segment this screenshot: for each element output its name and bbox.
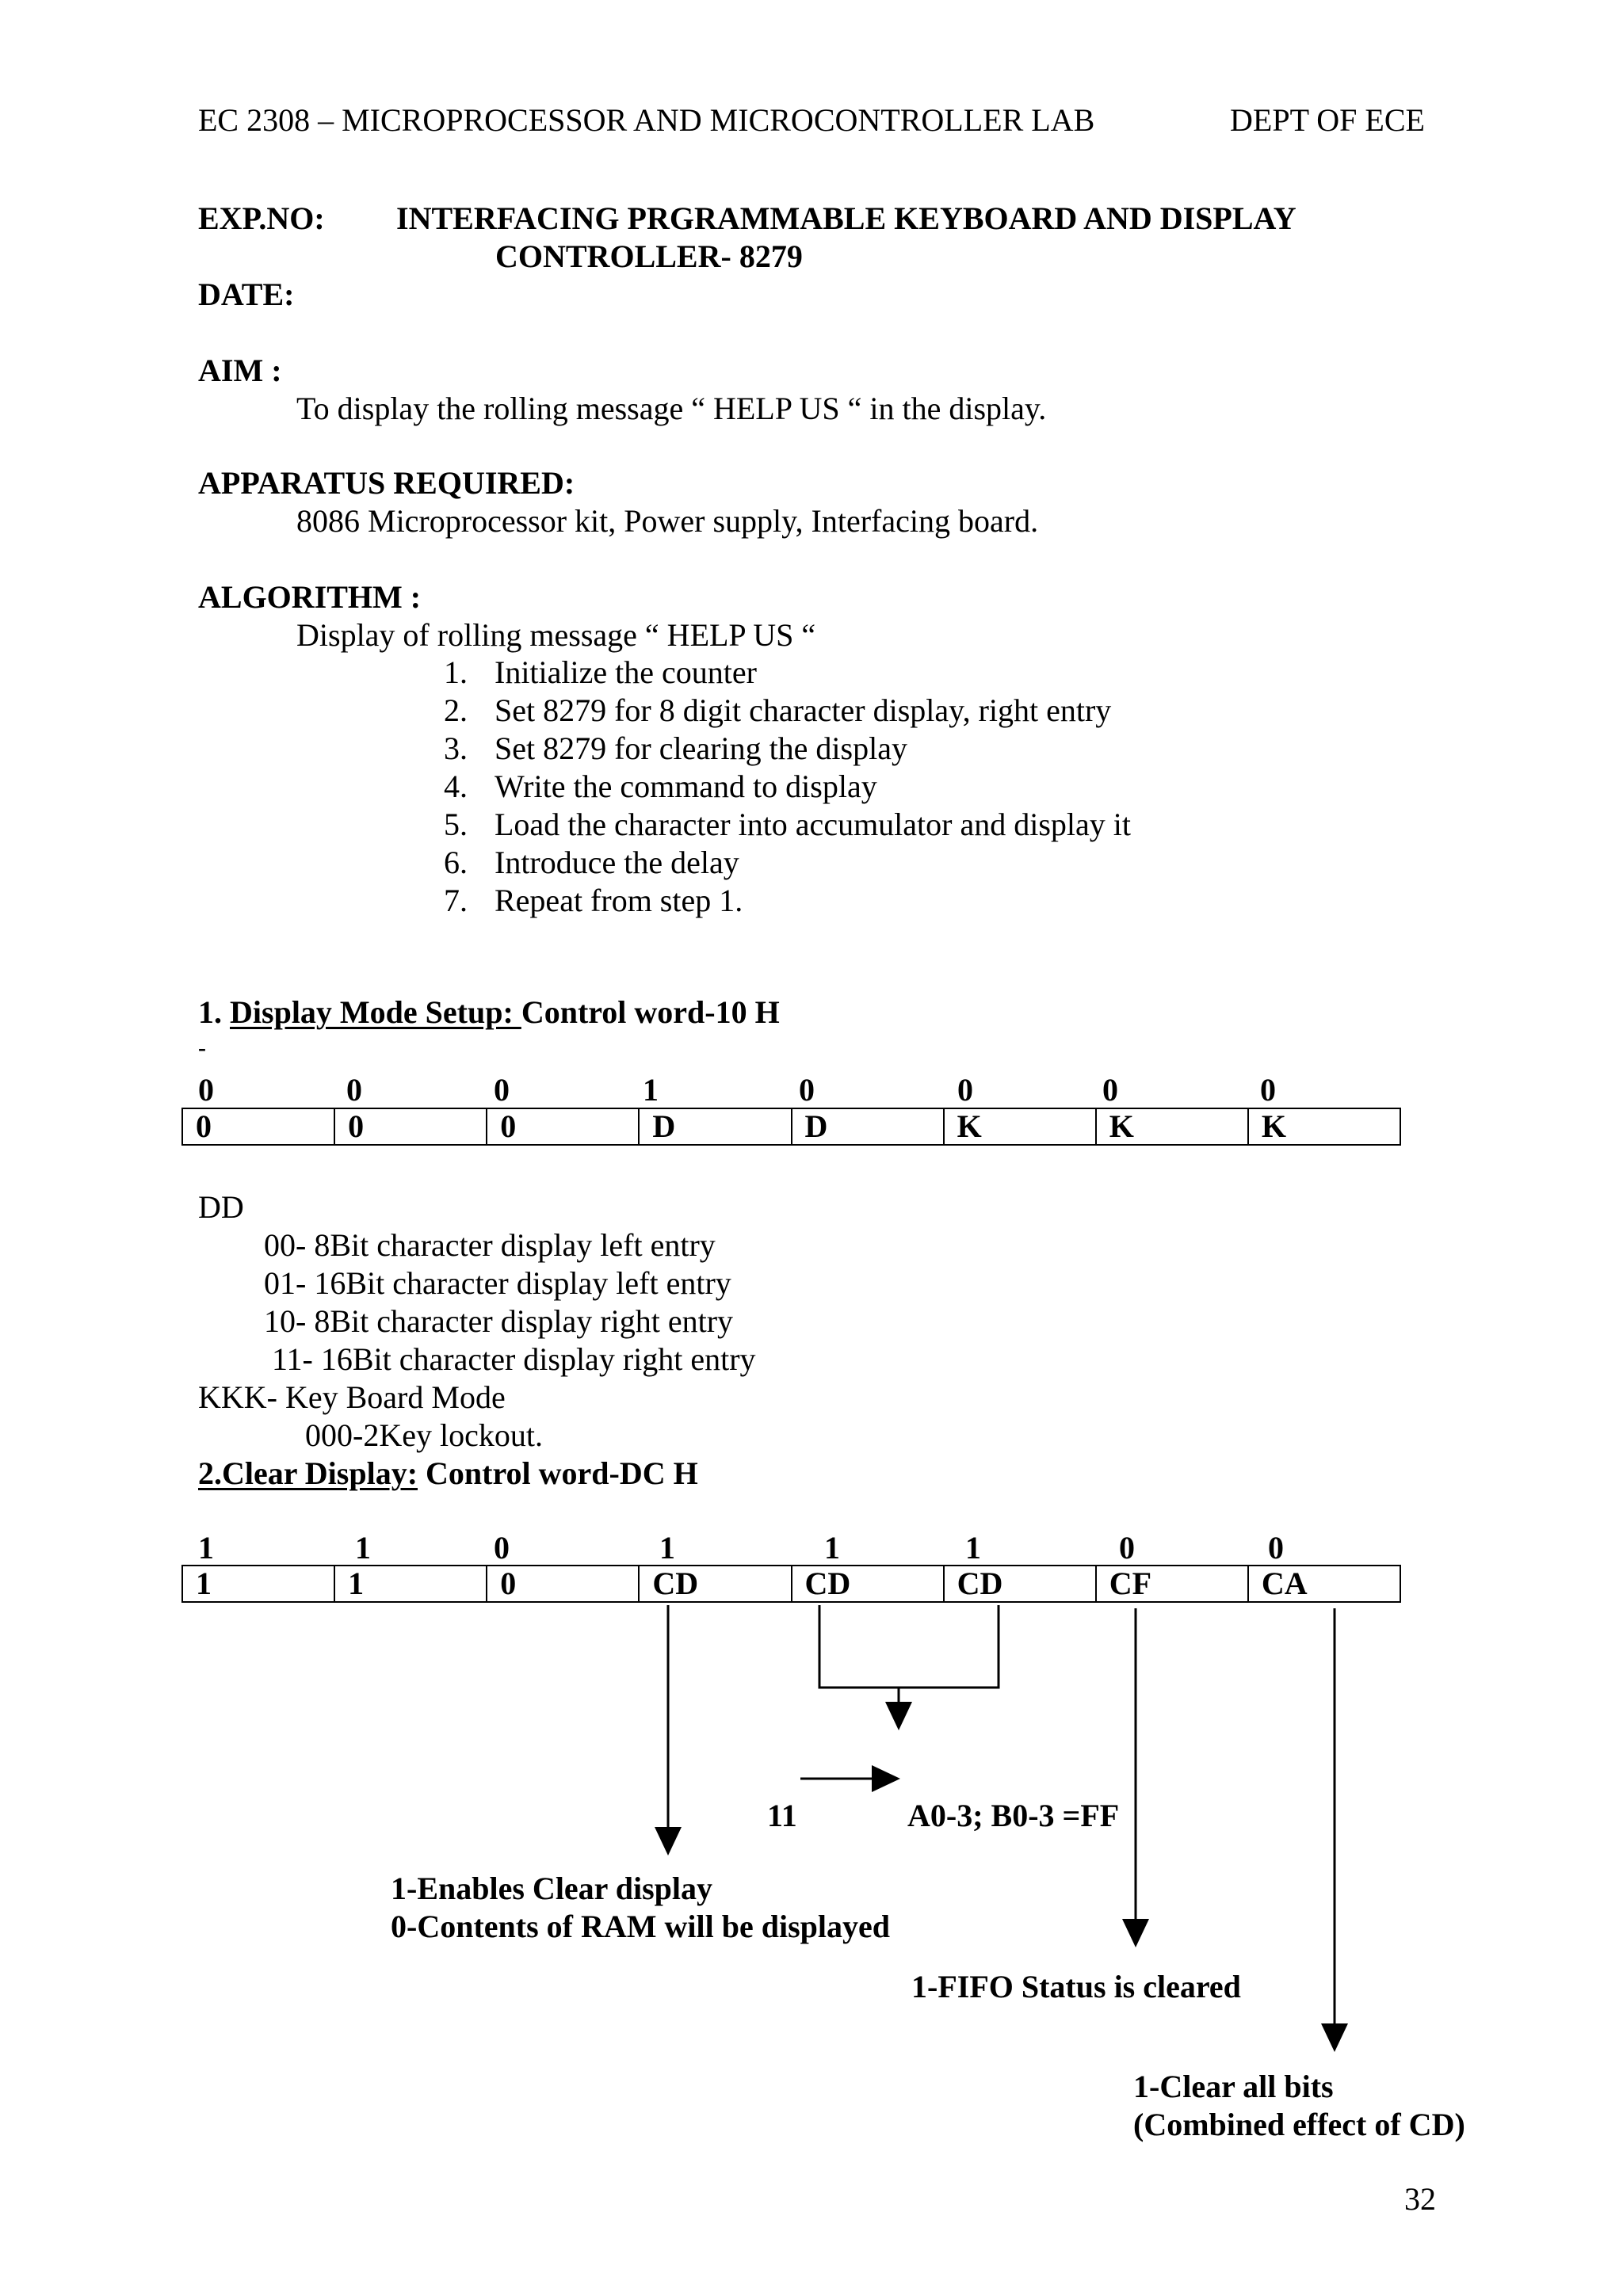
arrow-head-icon [1321,2023,1348,2052]
cd-note-code: 11 [767,1798,797,1833]
header-dept: DEPT OF ECE [1230,102,1425,138]
table-cell: K [944,1108,1096,1145]
table-cell: 0 [487,1108,639,1145]
bit-value: 0 [494,1530,510,1566]
ca-desc-2: (Combined effect of CD) [1133,2107,1465,2142]
bit-value: 1 [355,1530,371,1566]
dd-option: 11- 16Bit character display right entry [272,1341,756,1377]
kkk-option: 000-2Key lockout. [305,1417,543,1453]
table-cell: 1 [182,1566,334,1602]
cf-desc: 1-FIFO Status is cleared [911,1969,1241,2004]
arrow-head-icon [1122,1919,1149,1947]
section2-title: 2.Clear Display: [198,1455,418,1491]
bit-value: 1 [198,1530,214,1566]
bit-value: 0 [799,1072,815,1108]
ca-desc-1: 1-Clear all bits [1133,2069,1334,2104]
kkk-label: KKK- Key Board Mode [198,1379,506,1415]
header-course: EC 2308 – MICROPROCESSOR AND MICROCONTROLLER LAB [198,102,1095,138]
exp-title-line1: INTERFACING PRGRAMMABLE KEYBOARD AND DISPLAY [396,200,1296,236]
section1-control-word: Control word-10 H [521,994,780,1030]
table-cell: D [639,1108,791,1145]
algorithm-heading: ALGORITHM : [198,579,422,615]
table-cell: CA [1248,1566,1400,1602]
apparatus-heading: APPARATUS REQUIRED: [198,465,575,501]
bit-value: 0 [1102,1072,1118,1108]
list-item: 7. Repeat from step 1. [444,883,743,918]
list-item: 4. Write the command to display [444,769,877,804]
list-item: 3. Set 8279 for clearing the display [444,730,907,766]
dd-option: 10- 8Bit character display right entry [264,1303,734,1339]
section1-title: Display Mode Setup: [230,994,521,1030]
bit-value: 1 [643,1072,659,1108]
bit-value: 0 [1268,1530,1284,1566]
list-item: 1. Initialize the counter [444,654,757,690]
table-cell: 1 [334,1566,487,1602]
bit-value: 1 [965,1530,981,1566]
arrow-head-icon [872,1765,900,1792]
bit-value: 0 [198,1072,214,1108]
date-label: DATE: [198,277,295,312]
section2-control-word: Control word-DC H [418,1455,698,1491]
bit-value: 0 [957,1072,973,1108]
bit-value: 1 [824,1530,840,1566]
list-item: 6. Introduce the delay [444,845,739,880]
section1-num: 1. [198,994,230,1030]
table-cell: K [1096,1108,1248,1145]
table-cell: 0 [334,1108,487,1145]
page-number: 32 [1404,2181,1436,2217]
arrow-head-icon [885,1702,912,1730]
list-item: 5. Load the character into accumulator and display it [444,807,1132,842]
aim-heading: AIM : [198,353,282,388]
exp-title-line2: CONTROLLER- 8279 [495,238,803,274]
exp-no-label: EXP.NO: [198,200,325,236]
dd-option: 01- 16Bit character display left entry [264,1265,731,1301]
table-cell: CD [639,1566,791,1602]
bit-value: 0 [1119,1530,1135,1566]
table-cell: 0 [487,1566,639,1602]
bit-value: 1 [659,1530,675,1566]
cd-bracket-line [819,1605,999,1688]
cd-desc-1: 1-Enables Clear display [391,1871,712,1906]
apparatus-text: 8086 Microprocessor kit, Power supply, Interfacing board. [296,503,1039,539]
table-cell: CD [792,1566,944,1602]
bit-value: 0 [1260,1072,1276,1108]
table-cell: D [792,1108,944,1145]
table-cell: K [1248,1108,1400,1145]
dd-option: 00- 8Bit character display left entry [264,1227,716,1263]
table-cell: CD [944,1566,1096,1602]
cd-desc-2: 0-Contents of RAM will be displayed [391,1909,891,1944]
section1-dash: - [198,1035,206,1061]
bit-value: 0 [494,1072,510,1108]
algorithm-intro: Display of rolling message “ HELP US “ [296,617,816,653]
aim-text: To display the rolling message “ HELP US “ in the display. [296,391,1047,426]
bit-value: 0 [346,1072,362,1108]
cd-note-value: A0-3; B0-3 =FF [907,1798,1120,1833]
arrow-head-icon [655,1827,682,1855]
list-item: 2. Set 8279 for 8 digit character display, right entry [444,692,1112,728]
dd-label: DD [198,1189,244,1225]
table-cell: CF [1096,1566,1248,1602]
table-cell: 0 [182,1108,334,1145]
